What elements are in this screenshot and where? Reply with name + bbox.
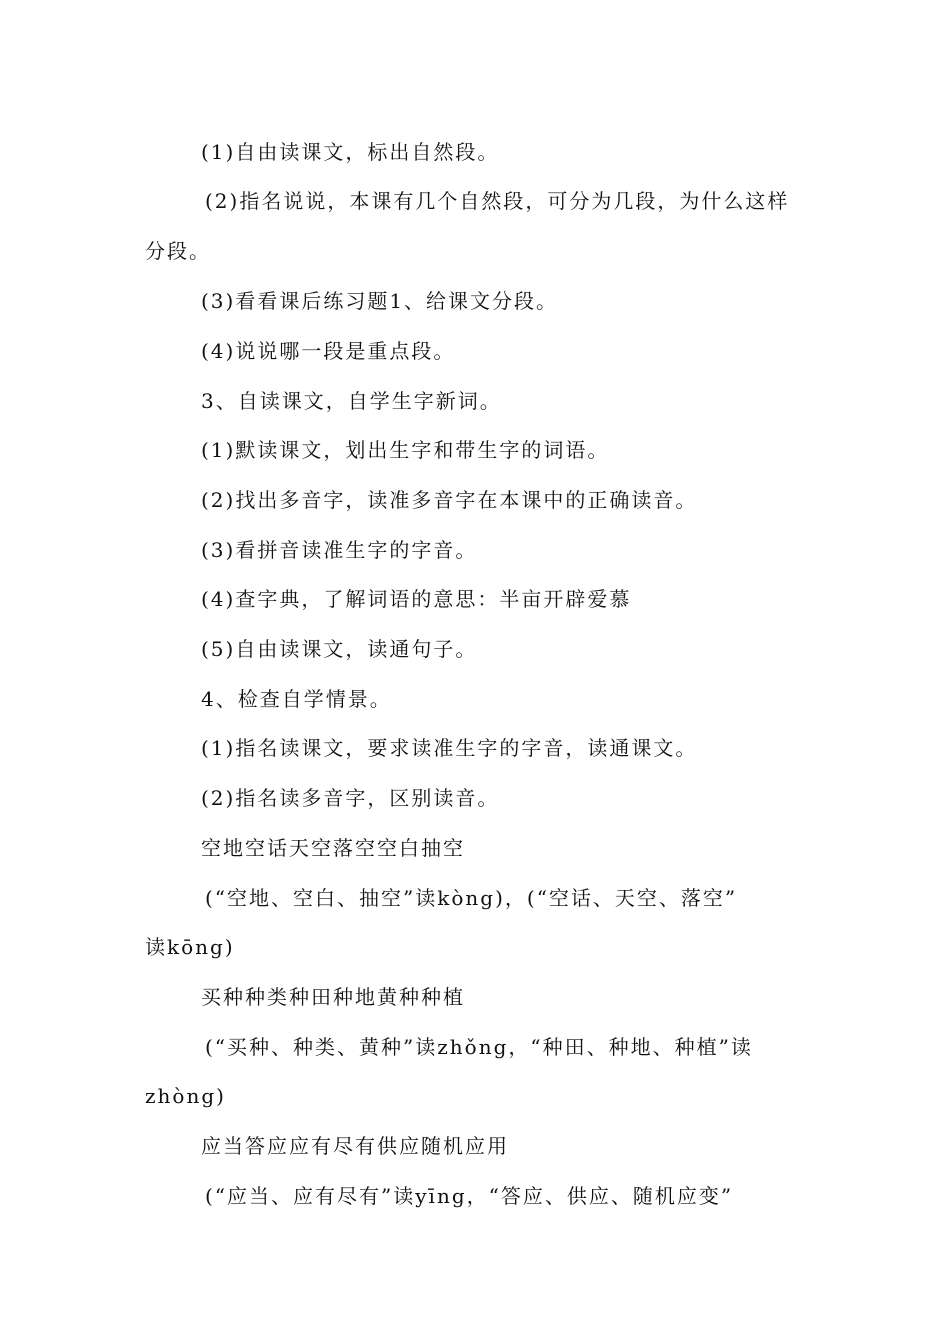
text-line: (4)查字典，了解词语的意思：半亩开辟爱慕 <box>201 587 632 611</box>
pronunciation-note: zhòng) <box>145 1084 226 1108</box>
text-line: (1)自由读课文，标出自然段。 <box>201 140 500 164</box>
text-line: (2)找出多音字，读准多音字在本课中的正确读音。 <box>201 488 698 512</box>
pronunciation-note: (“空地、空白、抽空”读kòng)，(“空话、天空、落空” <box>205 886 738 910</box>
text-line: (1)默读课文，划出生字和带生字的词语。 <box>201 438 610 462</box>
text-line: (3)看看课后练习题1、给课文分段。 <box>201 289 559 313</box>
word-group: 应当答应应有尽有供应随机应用 <box>201 1134 509 1158</box>
text-line: (3)看拼音读准生字的字音。 <box>201 538 478 562</box>
word-group: 空地空话天空落空空白抽空 <box>201 836 465 860</box>
text-line: (5)自由读课文，读通句子。 <box>201 637 478 661</box>
text-line: (2)指名读多音字，区别读音。 <box>201 786 500 810</box>
pronunciation-note: (“应当、应有尽有”读yīng，“答应、供应、随机应变” <box>205 1184 734 1208</box>
text-line: (2)指名说说，本课有几个自然段，可分为几段，为什么这样 <box>205 189 790 213</box>
text-line: (4)说说哪一段是重点段。 <box>201 339 456 363</box>
pronunciation-note: 读kōng) <box>145 935 235 959</box>
section-heading: 3、自读课文，自学生字新词。 <box>201 389 502 413</box>
word-group: 买种种类种田种地黄种种植 <box>201 985 465 1009</box>
section-heading: 4、检查自学情景。 <box>201 687 392 711</box>
pronunciation-note: (“买种、种类、黄种”读zhǒng，“种田、种地、种植”读 <box>205 1035 753 1059</box>
text-line: (1)指名读课文，要求读准生字的字音，读通课文。 <box>201 736 698 760</box>
text-line: 分段。 <box>145 239 211 263</box>
